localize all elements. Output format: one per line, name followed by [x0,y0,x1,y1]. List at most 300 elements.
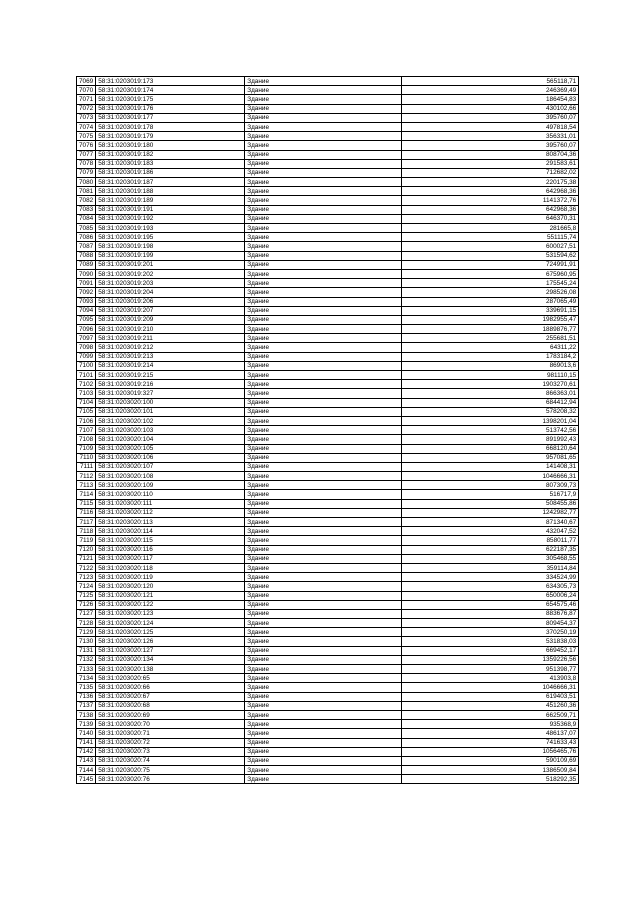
cadastral-value: 724991,91 [402,260,579,269]
cadastral-number: 58:31:0203019:193 [96,224,245,233]
row-number: 7141 [77,738,96,747]
table-row [77,508,579,517]
object-type: Здание [245,251,402,260]
object-type: Здание [245,747,402,756]
cadastral-number: 58:31:0203020:103 [96,426,245,435]
cadastral-value: 281665,8 [402,224,579,233]
table-row [77,499,579,508]
table-row [77,628,579,637]
row-number: 7123 [77,573,96,582]
table-row [77,536,579,545]
cadastral-number: 58:31:0203019:187 [96,178,245,187]
object-type: Здание [245,159,402,168]
row-number: 7119 [77,536,96,545]
row-number: 7118 [77,527,96,536]
table-row [77,233,579,242]
table-row [77,159,579,168]
cadastral-number: 58:31:0203020:118 [96,563,245,572]
table-row [77,554,579,563]
cadastral-number: 58:31:0203020:126 [96,637,245,646]
object-type: Здание [245,609,402,618]
cadastral-number: 58:31:0203020:138 [96,665,245,674]
cadastral-number: 58:31:0203020:121 [96,591,245,600]
table-row [77,95,579,104]
object-type: Здание [245,518,402,527]
cadastral-value: 712682,02 [402,168,579,177]
object-type: Здание [245,582,402,591]
object-type: Здание [245,288,402,297]
cadastral-number: 58:31:0203019:192 [96,214,245,223]
cadastral-number: 58:31:0203019:189 [96,196,245,205]
cadastral-number: 58:31:0203020:106 [96,453,245,462]
table-row [77,766,579,775]
row-number: 7130 [77,637,96,646]
object-type: Здание [245,416,402,425]
table-row [77,453,579,462]
object-type: Здание [245,334,402,343]
row-number: 7069 [77,77,96,86]
row-number: 7103 [77,389,96,398]
cadastral-number: 58:31:0203019:203 [96,279,245,288]
object-type: Здание [245,86,402,95]
table-row [77,361,579,370]
cadastral-value: 513742,56 [402,426,579,435]
object-type: Здание [245,122,402,131]
table-row [77,242,579,251]
object-type: Здание [245,563,402,572]
cadastral-value: 334524,99 [402,573,579,582]
cadastral-number: 58:31:0203019:173 [96,77,245,86]
row-number: 7077 [77,150,96,159]
object-type: Здание [245,453,402,462]
table-row [77,196,579,205]
row-number: 7090 [77,269,96,278]
cadastral-value: 186454,83 [402,95,579,104]
cadastral-value: 869013,6 [402,361,579,370]
row-number: 7086 [77,233,96,242]
cadastral-value: 451260,36 [402,701,579,710]
object-type: Здание [245,269,402,278]
row-number: 7114 [77,490,96,499]
table-row [77,380,579,389]
cadastral-value: 675960,95 [402,269,579,278]
object-type: Здание [245,545,402,554]
cadastral-value: 359114,84 [402,563,579,572]
object-type: Здание [245,150,402,159]
cadastral-value: 246369,49 [402,86,579,95]
row-number: 7106 [77,416,96,425]
row-number: 7135 [77,683,96,692]
cadastral-number: 58:31:0203019:202 [96,269,245,278]
object-type: Здание [245,683,402,692]
object-type: Здание [245,104,402,113]
object-type: Здание [245,472,402,481]
cadastral-number: 58:31:0203020:124 [96,619,245,628]
table-row [77,674,579,683]
row-number: 7144 [77,766,96,775]
object-type: Здание [245,306,402,315]
cadastral-value: 516717,9 [402,490,579,499]
cadastral-number: 58:31:0203019:198 [96,242,245,251]
row-number: 7110 [77,453,96,462]
cadastral-value: 741633,43 [402,738,579,747]
row-number: 7102 [77,380,96,389]
row-number: 7105 [77,407,96,416]
row-number: 7125 [77,591,96,600]
table-row [77,545,579,554]
object-type: Здание [245,196,402,205]
cadastral-number: 58:31:0203019:188 [96,187,245,196]
cadastral-value: 1046666,31 [402,683,579,692]
object-type: Здание [245,692,402,701]
object-type: Здание [245,113,402,122]
row-number: 7136 [77,692,96,701]
cadastral-value: 668120,64 [402,444,579,453]
cadastral-number: 58:31:0203020:76 [96,775,245,784]
row-number: 7126 [77,600,96,609]
row-number: 7098 [77,343,96,352]
table-row [77,150,579,159]
row-number: 7083 [77,205,96,214]
table-row [77,619,579,628]
row-number: 7134 [77,674,96,683]
row-number: 7099 [77,352,96,361]
cadastral-number: 58:31:0203020:73 [96,747,245,756]
object-type: Здание [245,444,402,453]
object-type: Здание [245,720,402,729]
table-row [77,306,579,315]
cadastral-value: 220175,38 [402,178,579,187]
cadastral-value: 1056465,76 [402,747,579,756]
table-row [77,665,579,674]
table-row [77,113,579,122]
row-number: 7115 [77,499,96,508]
cadastral-value: 432047,52 [402,527,579,536]
cadastral-value: 1903270,61 [402,380,579,389]
table-row [77,738,579,747]
row-number: 7143 [77,756,96,765]
row-number: 7093 [77,297,96,306]
row-number: 7095 [77,315,96,324]
table-row [77,582,579,591]
object-type: Здание [245,499,402,508]
cadastral-value: 807309,73 [402,481,579,490]
row-number: 7140 [77,729,96,738]
cadastral-value: 600027,51 [402,242,579,251]
cadastral-value: 1982955,47 [402,315,579,324]
cadastral-number: 58:31:0203019:211 [96,334,245,343]
table-row [77,637,579,646]
cadastral-value: 646370,31 [402,214,579,223]
table-row [77,756,579,765]
row-number: 7145 [77,775,96,784]
row-number: 7108 [77,435,96,444]
table-row [77,462,579,471]
cadastral-value: 1242982,77 [402,508,579,517]
cadastral-number: 58:31:0203020:65 [96,674,245,683]
cadastral-value: 951398,77 [402,665,579,674]
cadastral-number: 58:31:0203020:75 [96,766,245,775]
object-type: Здание [245,224,402,233]
cadastral-number: 58:31:0203020:120 [96,582,245,591]
table-row [77,205,579,214]
row-number: 7139 [77,720,96,729]
object-type: Здание [245,490,402,499]
object-type: Здание [245,462,402,471]
object-type: Здание [245,674,402,683]
cadastral-value: 578208,32 [402,407,579,416]
row-number: 7124 [77,582,96,591]
object-type: Здание [245,426,402,435]
row-number: 7112 [77,472,96,481]
object-type: Здание [245,260,402,269]
object-type: Здание [245,710,402,719]
row-number: 7101 [77,371,96,380]
table-row [77,573,579,582]
cadastral-value: 413903,8 [402,674,579,683]
object-type: Здание [245,665,402,674]
object-type: Здание [245,655,402,664]
row-number: 7070 [77,86,96,95]
table-row [77,224,579,233]
table-row [77,444,579,453]
table-row [77,141,579,150]
cadastral-value: 1386509,84 [402,766,579,775]
table-row [77,132,579,141]
table-row [77,472,579,481]
cadastral-number: 58:31:0203019:213 [96,352,245,361]
cadastral-number: 58:31:0203020:110 [96,490,245,499]
object-type: Здание [245,279,402,288]
cadastral-number: 58:31:0203019:191 [96,205,245,214]
row-number: 7120 [77,545,96,554]
row-number: 7092 [77,288,96,297]
object-type: Здание [245,325,402,334]
row-number: 7088 [77,251,96,260]
cadastral-number: 58:31:0203019:183 [96,159,245,168]
table-row [77,251,579,260]
table-row [77,416,579,425]
object-type: Здание [245,178,402,187]
cadastral-number: 58:31:0203020:66 [96,683,245,692]
cadastral-number: 58:31:0203019:201 [96,260,245,269]
object-type: Здание [245,407,402,416]
table-row [77,600,579,609]
cadastral-number: 58:31:0203020:113 [96,518,245,527]
row-number: 7078 [77,159,96,168]
cadastral-value: 141408,31 [402,462,579,471]
object-type: Здание [245,481,402,490]
object-type: Здание [245,297,402,306]
cadastral-number: 58:31:0203020:119 [96,573,245,582]
object-type: Здание [245,371,402,380]
cadastral-number: 58:31:0203019:199 [96,251,245,260]
object-type: Здание [245,361,402,370]
table-row [77,334,579,343]
row-number: 7104 [77,398,96,407]
cadastral-number: 58:31:0203020:108 [96,472,245,481]
cadastral-value: 809454,37 [402,619,579,628]
table-row [77,518,579,527]
object-type: Здание [245,775,402,784]
table-row [77,178,579,187]
cadastral-value: 622187,35 [402,545,579,554]
cadastral-value: 858011,77 [402,536,579,545]
cadastral-number: 58:31:0203019:212 [96,343,245,352]
cadastral-number: 58:31:0203020:102 [96,416,245,425]
cadastral-number: 58:31:0203019:216 [96,380,245,389]
object-type: Здание [245,628,402,637]
table-row [77,747,579,756]
row-number: 7142 [77,747,96,756]
cadastral-number: 58:31:0203019:207 [96,306,245,315]
cadastral-value: 64311,22 [402,343,579,352]
row-number: 7079 [77,168,96,177]
row-number: 7129 [77,628,96,637]
cadastral-number: 58:31:0203020:115 [96,536,245,545]
cadastral-number: 58:31:0203020:111 [96,499,245,508]
row-number: 7113 [77,481,96,490]
cadastral-number: 58:31:0203020:100 [96,398,245,407]
table-row [77,407,579,416]
cadastral-number: 58:31:0203020:67 [96,692,245,701]
table-row [77,563,579,572]
cadastral-value: 684412,94 [402,398,579,407]
cadastral-number: 58:31:0203020:69 [96,710,245,719]
object-type: Здание [245,214,402,223]
cadastral-number: 58:31:0203020:105 [96,444,245,453]
row-number: 7127 [77,609,96,618]
object-type: Здание [245,242,402,251]
table-row [77,86,579,95]
cadastral-value: 891992,43 [402,435,579,444]
cadastral-value: 619403,51 [402,692,579,701]
row-number: 7131 [77,646,96,655]
row-number: 7073 [77,113,96,122]
table-row [77,609,579,618]
table-row [77,683,579,692]
object-type: Здание [245,389,402,398]
object-type: Здание [245,573,402,582]
cadastral-number: 58:31:0203020:117 [96,554,245,563]
cadastral-number: 58:31:0203020:104 [96,435,245,444]
cadastral-value: 935368,9 [402,720,579,729]
object-type: Здание [245,343,402,352]
cadastral-value: 981110,15 [402,371,579,380]
object-type: Здание [245,187,402,196]
cadastral-number: 58:31:0203019:209 [96,315,245,324]
cadastral-value: 518292,35 [402,775,579,784]
object-type: Здание [245,619,402,628]
object-type: Здание [245,766,402,775]
object-type: Здание [245,95,402,104]
cadastral-number: 58:31:0203019:174 [96,86,245,95]
object-type: Здание [245,508,402,517]
cadastral-value: 1398201,04 [402,416,579,425]
cadastral-number: 58:31:0203020:134 [96,655,245,664]
object-type: Здание [245,315,402,324]
table-row [77,297,579,306]
table-row [77,701,579,710]
row-number: 7133 [77,665,96,674]
cadastral-number: 58:31:0203020:123 [96,609,245,618]
cadastral-number: 58:31:0203019:182 [96,150,245,159]
row-number: 7138 [77,710,96,719]
cadastral-value: 642968,36 [402,205,579,214]
cadastral-value: 650006,24 [402,591,579,600]
cadastral-value: 808704,36 [402,150,579,159]
cadastral-number: 58:31:0203019:206 [96,297,245,306]
row-number: 7121 [77,554,96,563]
cadastral-value: 957081,65 [402,453,579,462]
table-row [77,389,579,398]
cadastral-number: 58:31:0203019:214 [96,361,245,370]
row-number: 7094 [77,306,96,315]
cadastral-table [76,76,579,784]
cadastral-number: 58:31:0203020:125 [96,628,245,637]
object-type: Здание [245,536,402,545]
cadastral-value: 531594,62 [402,251,579,260]
cadastral-value: 430102,66 [402,104,579,113]
cadastral-value: 287065,49 [402,297,579,306]
cadastral-value: 634305,73 [402,582,579,591]
cadastral-value: 1889876,77 [402,325,579,334]
cadastral-value: 298526,08 [402,288,579,297]
row-number: 7109 [77,444,96,453]
cadastral-number: 58:31:0203019:179 [96,132,245,141]
object-type: Здание [245,77,402,86]
row-number: 7117 [77,518,96,527]
object-type: Здание [245,132,402,141]
object-type: Здание [245,738,402,747]
table-row [77,775,579,784]
cadastral-value: 551115,74 [402,233,579,242]
row-number: 7084 [77,214,96,223]
table-row [77,352,579,361]
table-row [77,104,579,113]
object-type: Здание [245,527,402,536]
cadastral-value: 669452,17 [402,646,579,655]
row-number: 7096 [77,325,96,334]
table-row [77,729,579,738]
cadastral-number: 58:31:0203019:327 [96,389,245,398]
table-row [77,343,579,352]
cadastral-number: 58:31:0203019:175 [96,95,245,104]
cadastral-value: 1046666,31 [402,472,579,481]
table-row [77,77,579,86]
table-row [77,187,579,196]
object-type: Здание [245,435,402,444]
table-row [77,426,579,435]
table-row [77,435,579,444]
cadastral-value: 642968,36 [402,187,579,196]
row-number: 7132 [77,655,96,664]
table-row [77,325,579,334]
row-number: 7137 [77,701,96,710]
cadastral-number: 58:31:0203020:114 [96,527,245,536]
row-number: 7071 [77,95,96,104]
table-row [77,646,579,655]
cadastral-number: 58:31:0203019:178 [96,122,245,131]
cadastral-number: 58:31:0203020:74 [96,756,245,765]
row-number: 7075 [77,132,96,141]
cadastral-number: 58:31:0203019:204 [96,288,245,297]
table-row [77,481,579,490]
object-type: Здание [245,637,402,646]
table-row [77,269,579,278]
row-number: 7080 [77,178,96,187]
object-type: Здание [245,729,402,738]
